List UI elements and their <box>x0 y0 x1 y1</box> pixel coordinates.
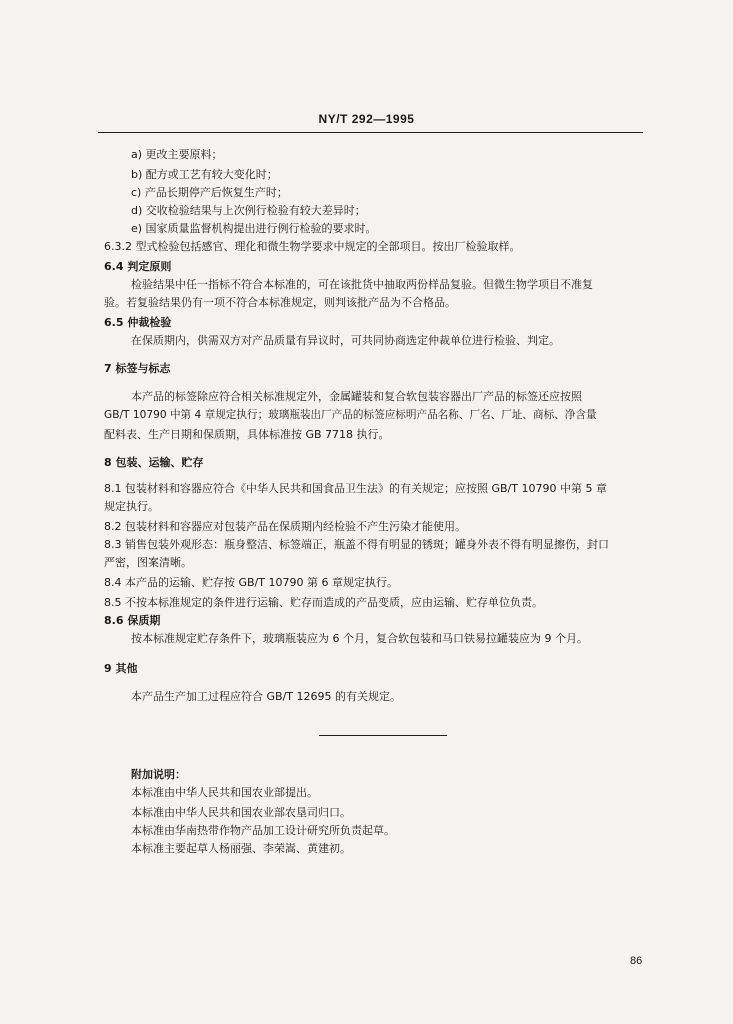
note-line: 本标准由华南热带作物产品加工设计研究所负责起草。 <box>131 824 395 837</box>
list-item: b) 配方或工艺有较大变化时； <box>131 168 278 181</box>
clause-8-1: 8.1 包装材料和容器应符合《中华人民共和国食品卫生法》的有关规定；应按照 GB/T 10790 中第 5 章 <box>104 482 607 495</box>
clause-6-4-text: 检验结果中任一指标不符合本标准的，可在该批货中抽取两份样品复验。但微生物学项目不准复 <box>131 278 593 291</box>
standard-code-header: NY/T 292—1995 <box>318 112 415 126</box>
clause-6-4-text-cont: 验。若复验结果仍有一项不符合本标准规定，则判该批产品为不合格品。 <box>104 296 456 309</box>
clause-8-6-text: 按本标准规定贮存条件下，玻璃瓶装应为 6 个月，复合软包装和马口铁易拉罐装应为 9 个月。 <box>131 632 588 645</box>
note-line: 本标准由中华人民共和国农业部农垦司归口。 <box>131 806 351 819</box>
list-item: a) 更改主要原料； <box>131 148 223 161</box>
clause-6-3-2: 6.3.2 型式检验包括感官、理化和微生物学要求中规定的全部项目。按出厂检验取样。 <box>104 240 521 253</box>
notes-title: 附加说明： <box>131 768 186 781</box>
clause-8-3-cont: 严密，图案清晰。 <box>104 556 192 569</box>
page-number: 86 <box>630 955 643 967</box>
clause-8-4: 8.4 本产品的运输、贮存按 GB/T 10790 第 6 章规定执行。 <box>104 576 398 589</box>
end-rule <box>319 735 447 736</box>
clause-8-2: 8.2 包装材料和容器应对包装产品在保质期内经检验不产生污染才能使用。 <box>104 520 466 533</box>
note-line: 本标准由中华人民共和国农业部提出。 <box>131 786 318 799</box>
section-9-text: 本产品生产加工过程应符合 GB/T 12695 的有关规定。 <box>131 690 401 703</box>
section-9-title: 9 其他 <box>104 662 138 675</box>
section-7-text-cont: GB/T 10790 中第 4 章规定执行；玻璃瓶装出厂产品的标签应标明产品名称、厂名、厂址、商标、净含量 <box>104 409 597 421</box>
clause-8-3: 8.3 销售包装外观形态：瓶身整洁、标签端正，瓶盖不得有明显的锈斑；罐身外表不得有明显擦伤，封口 <box>104 538 609 551</box>
clause-6-5-text: 在保质期内，供需双方对产品质量有异议时，可共同协商选定仲裁单位进行检验、判定。 <box>131 334 560 347</box>
note-line: 本标准主要起草人杨丽强、李荣嵩、黄建初。 <box>131 842 351 855</box>
list-item: c) 产品长期停产后恢复生产时； <box>131 186 288 199</box>
clause-8-1-cont: 规定执行。 <box>104 500 159 513</box>
header-rule <box>98 132 643 133</box>
clause-6-4-title: 6.4 判定原则 <box>104 260 172 273</box>
clause-8-6-title: 8.6 保质期 <box>104 614 161 627</box>
clause-8-5: 8.5 不按本标准规定的条件进行运输、贮存而造成的产品变质，应由运输、贮存单位负责。 <box>104 596 543 609</box>
section-7-text: 本产品的标签除应符合相关标准规定外，金属罐装和复合软包装容器出厂产品的标签还应按照 <box>131 390 582 403</box>
section-8-title: 8 包装、运输、贮存 <box>104 456 204 469</box>
section-7-text-end: 配料表、生产日期和保质期，具体标准按 GB 7718 执行。 <box>104 428 390 441</box>
list-item: e) 国家质量监督机构提出进行例行检验的要求时。 <box>131 222 377 235</box>
list-item: d) 交收检验结果与上次例行检验有较大差异时； <box>131 204 366 217</box>
section-7-title: 7 标签与标志 <box>104 362 171 375</box>
clause-6-5-title: 6.5 仲裁检验 <box>104 316 172 329</box>
